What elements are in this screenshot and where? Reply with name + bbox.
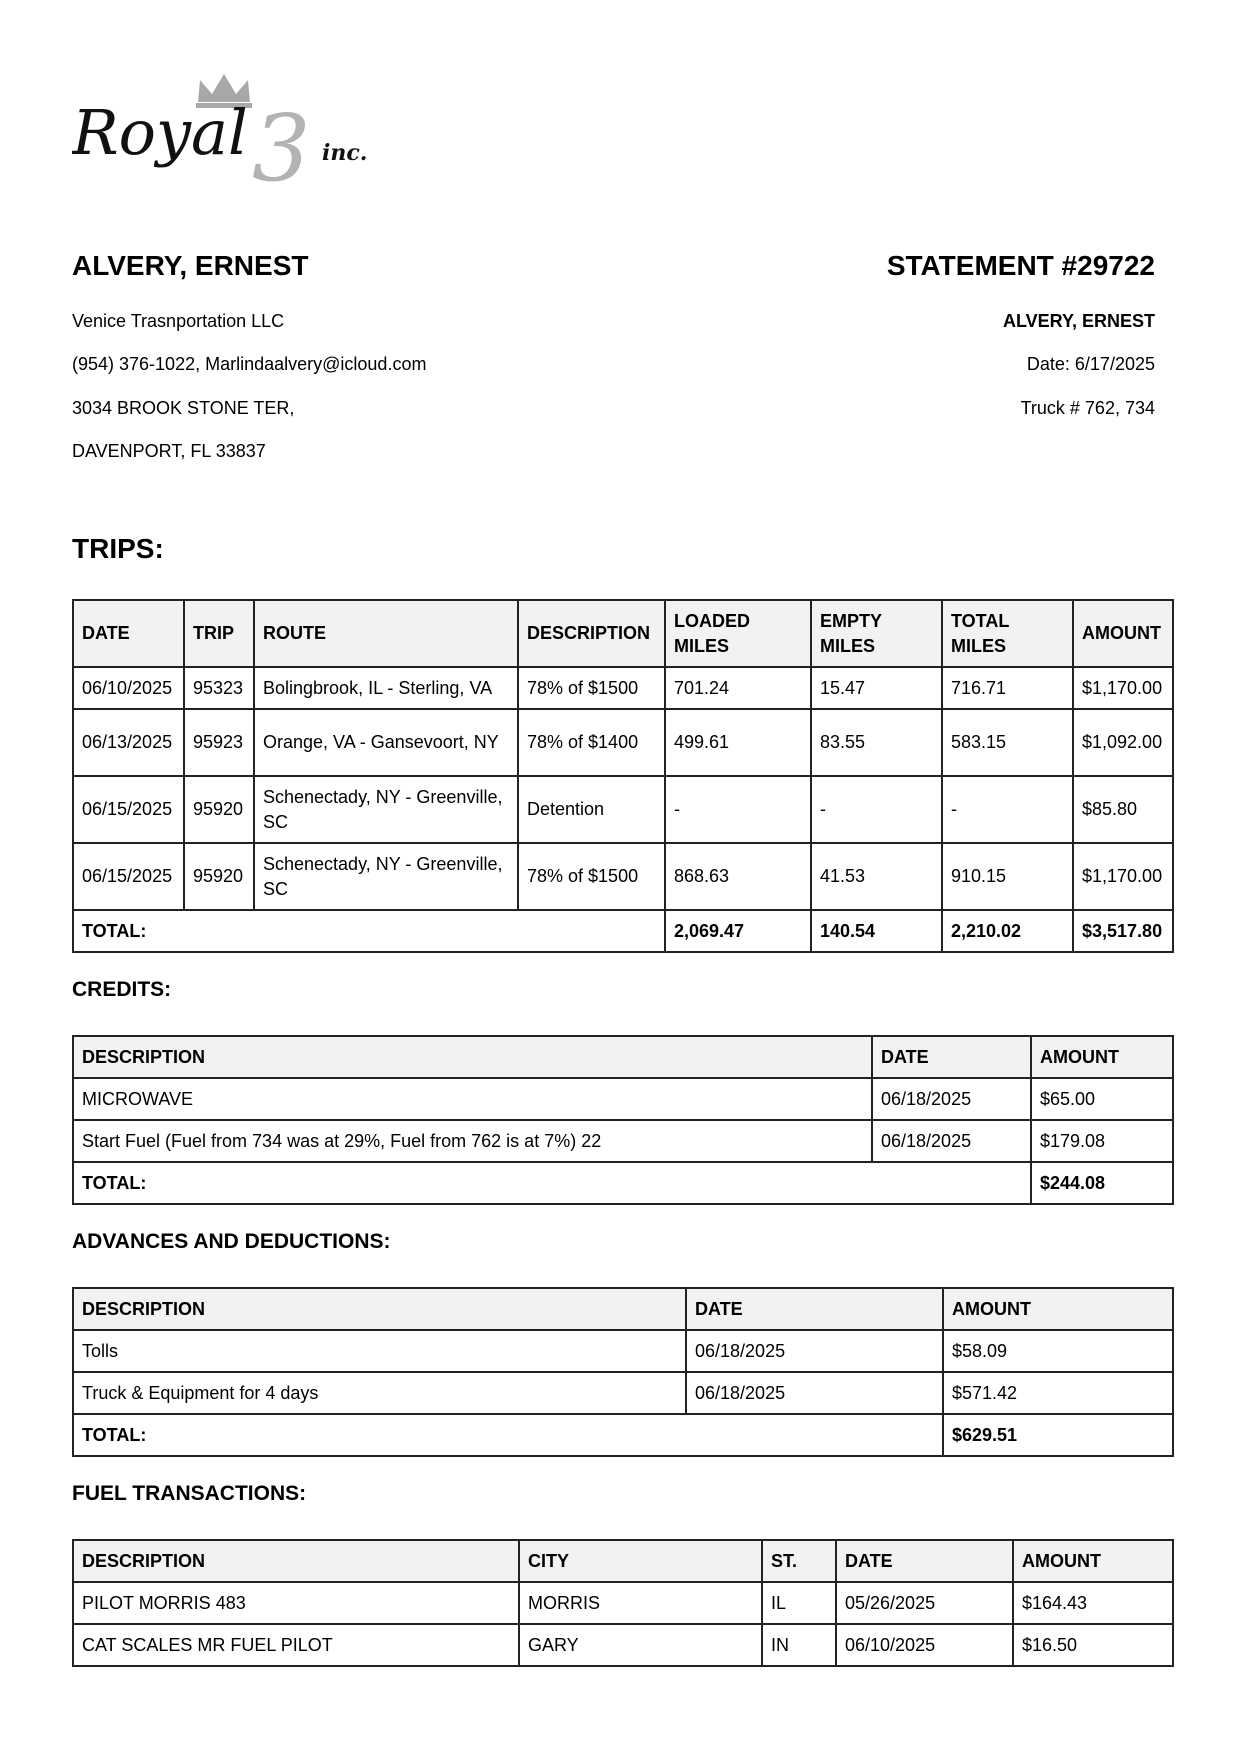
table-row bbox=[73, 776, 1173, 843]
cell-trip: 95920 bbox=[184, 843, 254, 910]
driver-address-line2: DAVENPORT, FL 33837 bbox=[72, 441, 266, 461]
cell-total-miles: - bbox=[942, 776, 1073, 843]
col-header-amount: AMOUNT bbox=[1073, 600, 1173, 667]
cell-total-miles: 583.15 bbox=[942, 709, 1073, 776]
cell-description: MICROWAVE bbox=[73, 1078, 872, 1120]
cell-amount: $1,170.00 bbox=[1073, 843, 1173, 910]
statement-truck: Truck # 762, 734 bbox=[1020, 398, 1155, 418]
driver-company: Venice Trasnportation LLC bbox=[72, 311, 285, 331]
fuel-header-row bbox=[73, 1540, 1173, 1582]
driver-contact: (954) 376-1022, Marlindaalvery@icloud.com bbox=[72, 354, 427, 374]
driver-name: ALVERY, ERNEST bbox=[72, 250, 309, 281]
total-label: TOTAL: bbox=[73, 1162, 1031, 1204]
cell-loaded-miles: 499.61 bbox=[665, 709, 811, 776]
total-empty-miles: 140.54 bbox=[811, 910, 942, 952]
credits-title: CREDITS: bbox=[72, 978, 172, 1001]
total-amount: $244.08 bbox=[1031, 1162, 1173, 1204]
trips-header-row bbox=[73, 600, 1173, 667]
logo-suffix: inc. bbox=[322, 140, 368, 166]
cell-city: GARY bbox=[519, 1624, 762, 1666]
cell-date: 06/18/2025 bbox=[872, 1078, 1031, 1120]
col-header-description: DESCRIPTION bbox=[73, 1540, 519, 1582]
col-header-description: DESCRIPTION bbox=[518, 600, 665, 667]
cell-description: PILOT MORRIS 483 bbox=[73, 1582, 519, 1624]
driver-address-line1: 3034 BROOK STONE TER, bbox=[72, 398, 295, 418]
table-row bbox=[73, 1624, 1173, 1666]
total-amount: $3,517.80 bbox=[1073, 910, 1173, 952]
credits-table bbox=[72, 1035, 1174, 1205]
cell-total-miles: 910.15 bbox=[942, 843, 1073, 910]
cell-date: 06/10/2025 bbox=[836, 1624, 1013, 1666]
total-loaded-miles: 2,069.47 bbox=[665, 910, 811, 952]
cell-date: 06/15/2025 bbox=[73, 776, 184, 843]
table-row bbox=[73, 667, 1173, 709]
cell-trip: 95323 bbox=[184, 667, 254, 709]
cell-amount: $58.09 bbox=[943, 1330, 1173, 1372]
cell-date: 05/26/2025 bbox=[836, 1582, 1013, 1624]
cell-amount: $65.00 bbox=[1031, 1078, 1173, 1120]
cell-date: 06/10/2025 bbox=[73, 667, 184, 709]
credits-header-row bbox=[73, 1036, 1173, 1078]
cell-trip: 95920 bbox=[184, 776, 254, 843]
cell-city: MORRIS bbox=[519, 1582, 762, 1624]
cell-loaded-miles: 868.63 bbox=[665, 843, 811, 910]
cell-route: Schenectady, NY - Greenville, SC bbox=[254, 843, 518, 910]
cell-amount: $179.08 bbox=[1031, 1120, 1173, 1162]
col-header-description: DESCRIPTION bbox=[73, 1288, 686, 1330]
col-header-amount: AMOUNT bbox=[1013, 1540, 1173, 1582]
cell-empty-miles: 41.53 bbox=[811, 843, 942, 910]
table-row bbox=[73, 709, 1173, 776]
trips-table bbox=[72, 599, 1174, 953]
cell-description: 78% of $1400 bbox=[518, 709, 665, 776]
cell-date: 06/13/2025 bbox=[73, 709, 184, 776]
col-header-date: DATE bbox=[872, 1036, 1031, 1078]
cell-amount: $16.50 bbox=[1013, 1624, 1173, 1666]
cell-description: Tolls bbox=[73, 1330, 686, 1372]
cell-route: Bolingbrook, IL - Sterling, VA bbox=[254, 667, 518, 709]
cell-description: 78% of $1500 bbox=[518, 843, 665, 910]
trips-total-row bbox=[73, 910, 1173, 952]
cell-date: 06/18/2025 bbox=[872, 1120, 1031, 1162]
table-row bbox=[73, 1078, 1173, 1120]
total-label: TOTAL: bbox=[73, 910, 665, 952]
table-row bbox=[73, 1120, 1173, 1162]
cell-description: 78% of $1500 bbox=[518, 667, 665, 709]
table-row bbox=[73, 843, 1173, 910]
cell-trip: 95923 bbox=[184, 709, 254, 776]
col-header-date: DATE bbox=[73, 600, 184, 667]
total-miles: 2,210.02 bbox=[942, 910, 1073, 952]
cell-loaded-miles: 701.24 bbox=[665, 667, 811, 709]
cell-description: Truck & Equipment for 4 days bbox=[73, 1372, 686, 1414]
col-header-loaded-miles: LOADED MILES bbox=[665, 600, 811, 667]
col-header-amount: AMOUNT bbox=[943, 1288, 1173, 1330]
col-header-date: DATE bbox=[686, 1288, 943, 1330]
table-row bbox=[73, 1330, 1173, 1372]
col-header-route: ROUTE bbox=[254, 600, 518, 667]
cell-amount: $164.43 bbox=[1013, 1582, 1173, 1624]
statement-date: Date: 6/17/2025 bbox=[1026, 354, 1155, 374]
table-row bbox=[73, 1582, 1173, 1624]
logo-numeral: 3 bbox=[252, 95, 311, 192]
fuel-transactions-table bbox=[72, 1539, 1174, 1667]
royal-3-logo bbox=[72, 72, 392, 192]
trips-title: TRIPS: bbox=[72, 533, 164, 564]
logo-main-text: Royal bbox=[72, 96, 248, 169]
col-header-total-miles: TOTAL MILES bbox=[942, 600, 1073, 667]
cell-state: IN bbox=[762, 1624, 836, 1666]
col-header-trip: TRIP bbox=[184, 600, 254, 667]
advances-total-row bbox=[73, 1414, 1173, 1456]
statement-recipient: ALVERY, ERNEST bbox=[1002, 311, 1155, 331]
cell-description: Start Fuel (Fuel from 734 was at 29%, Fuel from 762 is at 7%) 22 bbox=[73, 1120, 872, 1162]
cell-amount: $85.80 bbox=[1073, 776, 1173, 843]
table-row bbox=[73, 1372, 1173, 1414]
col-header-city: CITY bbox=[519, 1540, 762, 1582]
cell-description: Detention bbox=[518, 776, 665, 843]
col-header-state: ST. bbox=[762, 1540, 836, 1582]
statement-title: STATEMENT #29722 bbox=[886, 250, 1155, 281]
cell-loaded-miles: - bbox=[665, 776, 811, 843]
cell-amount: $1,170.00 bbox=[1073, 667, 1173, 709]
cell-date: 06/15/2025 bbox=[73, 843, 184, 910]
cell-state: IL bbox=[762, 1582, 836, 1624]
cell-total-miles: 716.71 bbox=[942, 667, 1073, 709]
cell-date: 06/18/2025 bbox=[686, 1372, 943, 1414]
advances-header-row bbox=[73, 1288, 1173, 1330]
total-label: TOTAL: bbox=[73, 1414, 943, 1456]
cell-empty-miles: 15.47 bbox=[811, 667, 942, 709]
col-header-amount: AMOUNT bbox=[1031, 1036, 1173, 1078]
total-amount: $629.51 bbox=[943, 1414, 1173, 1456]
cell-amount: $571.42 bbox=[943, 1372, 1173, 1414]
col-header-description: DESCRIPTION bbox=[73, 1036, 872, 1078]
credits-total-row bbox=[73, 1162, 1173, 1204]
cell-description: CAT SCALES MR FUEL PILOT bbox=[73, 1624, 519, 1666]
cell-route: Schenectady, NY - Greenville, SC bbox=[254, 776, 518, 843]
col-header-empty-miles: EMPTY MILES bbox=[811, 600, 942, 667]
advances-title: ADVANCES AND DEDUCTIONS: bbox=[72, 1230, 391, 1253]
cell-amount: $1,092.00 bbox=[1073, 709, 1173, 776]
advances-table bbox=[72, 1287, 1174, 1457]
cell-route: Orange, VA - Gansevoort, NY bbox=[254, 709, 518, 776]
cell-date: 06/18/2025 bbox=[686, 1330, 943, 1372]
cell-empty-miles: 83.55 bbox=[811, 709, 942, 776]
cell-empty-miles: - bbox=[811, 776, 942, 843]
col-header-date: DATE bbox=[836, 1540, 1013, 1582]
fuel-title: FUEL TRANSACTIONS: bbox=[72, 1482, 307, 1505]
